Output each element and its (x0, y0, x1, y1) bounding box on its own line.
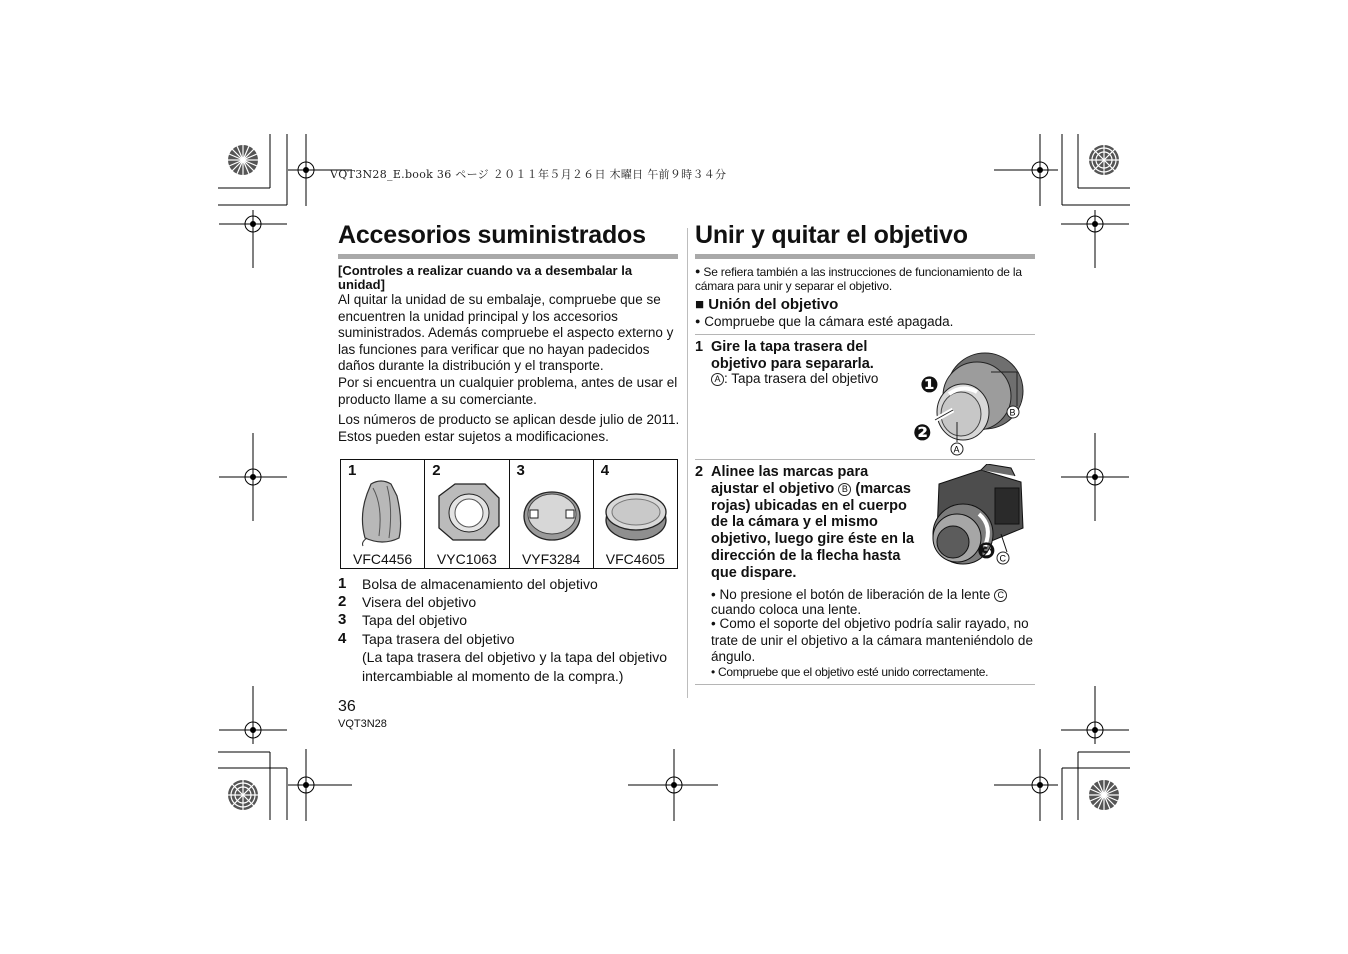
step1-text: Gire la tapa trasera del objetivo para separarla. (711, 339, 874, 372)
callout-letter: A (711, 373, 724, 386)
right-title: Unir y quitar el objetivo (695, 221, 968, 249)
accessory-number: 2 (432, 462, 441, 479)
legend-note: (La tapa trasera del objetivo y la tapa del objetivo intercambiable al momento de la compra.) (362, 649, 668, 684)
callout-3: ❸ (977, 539, 996, 564)
rear-cap-removal-illustration (905, 336, 1035, 460)
callout-letter: C (994, 589, 1007, 602)
bullet-dot-icon: ● (695, 316, 701, 326)
bullet-icon: • (711, 665, 715, 679)
camera-lens-mount-illustration (925, 464, 1035, 576)
note-item (711, 665, 1046, 679)
section-bullet-text: Compruebe que la cámara esté apagada. (704, 314, 954, 329)
note-text: No presione el botón de liberación de la lente (719, 587, 991, 602)
separator (695, 459, 1035, 460)
callout-1: ❶ (920, 373, 939, 398)
section-title: Unión del objetivo (708, 296, 839, 313)
legend-number: 2 (338, 593, 347, 610)
left-title-bar (338, 254, 678, 259)
legend-item (338, 630, 515, 648)
product-numbers-paragraph: Los números de producto se aplican desde julio de 2011. Estos pueden estar sujetos a modificaciones. (338, 412, 680, 444)
note-item (711, 616, 1036, 666)
step1-number: 1 (695, 339, 704, 355)
print-header: VQT3N28_E.book 36 ページ ２０１１年５月２６日 木曜日 午前９時３４分 (330, 168, 727, 181)
step2-text-b: (marcas rojas) ubicadas en el cuerpo de la cámara y el mismo objetivo, luego gire éste en la dirección de la flecha hasta que dispare. (711, 480, 915, 581)
legend-item (338, 575, 598, 593)
model-code: VQT3N28 (338, 718, 387, 730)
page-number: 36 (338, 698, 356, 715)
legend-text: Bolsa de almacenamiento del objetivo (362, 576, 598, 592)
legend-number: 1 (338, 575, 347, 592)
note-item (711, 587, 1036, 617)
accessory-number: 1 (348, 462, 357, 479)
step2-number: 2 (695, 464, 704, 480)
legend-text: Visera del objetivo (362, 594, 477, 610)
legend-text: Tapa trasera del objetivo (362, 631, 515, 647)
callout-2: ❷ (913, 421, 932, 446)
accessory-cell (341, 460, 425, 568)
section-bullet (695, 313, 1040, 331)
lens-cap-icon (510, 476, 594, 550)
accessories-table (340, 459, 678, 569)
accessory-code: VFC4456 (353, 551, 413, 567)
accessory-number: 3 (516, 462, 525, 479)
column-divider (687, 228, 688, 698)
step2-text-a: Alinee las marcas para ajustar el objetivo (711, 464, 869, 497)
legend-number: 3 (338, 611, 347, 628)
right-title-bar (695, 254, 1035, 259)
left-title: Accesorios suministrados (338, 221, 646, 249)
intro-bullet (695, 264, 1040, 293)
section-heading (695, 296, 838, 313)
intro-bullet-text: Se refiera también a las instrucciones de funcionamiento de la cámara para unir y separar el objetivo. (695, 265, 1022, 293)
accessory-cell (594, 460, 677, 568)
lens-hood-icon (425, 476, 509, 550)
step1-sublabel (711, 371, 878, 386)
callout-letter-a: A (953, 444, 960, 455)
callout-letter-c: C (999, 553, 1006, 564)
step2-text (711, 464, 916, 582)
section-marker-icon: ■ (695, 296, 705, 313)
note-text-end: cuando coloca una lente. (711, 602, 862, 617)
step1-sublabel-text: : Tapa trasera del objetivo (724, 371, 879, 386)
accessory-code: VFC4605 (605, 551, 665, 567)
accessory-code: VYF3284 (521, 551, 581, 567)
legend-number: 4 (338, 630, 347, 647)
lens-rear-cap-icon (594, 476, 678, 550)
bullet-icon: • (711, 616, 716, 631)
legend-item (338, 593, 476, 611)
accessory-code: VYC1063 (436, 551, 497, 567)
unpack-subheading: [Controles a realizar cuando va a desembalar la unidad] (338, 263, 633, 292)
legend-text: Tapa del objetivo (362, 612, 468, 628)
accessory-cell (510, 460, 594, 568)
legend-item (338, 611, 467, 629)
callout-letter: B (838, 483, 851, 496)
accessory-number: 4 (600, 462, 610, 479)
unpack-paragraph: Al quitar la unidad de su embalaje, compruebe que se encuentren la unidad principal y los accesorios suministrados. Además compruebe el aspecto externo y las funciones para verificar que no hayan padecidos daños durante la distribución y el transporte. (338, 292, 674, 374)
callout-letter-b: B (1009, 407, 1016, 418)
note-text: Compruebe que el objetivo esté unido correctamente. (717, 665, 989, 679)
separator (695, 334, 1035, 335)
dealer-paragraph: Por si encuentra un cualquier problema, antes de usar el producto llame a su comerciante. (338, 375, 678, 407)
accessory-cell (425, 460, 509, 568)
lens-pouch-icon (341, 476, 425, 550)
separator (695, 684, 1035, 685)
bullet-dot-icon: ● (695, 266, 701, 276)
bullet-icon: • (711, 587, 716, 602)
note-text: Como el soporte del objetivo podría salir rayado, no trate de unir el objetivo a la cámara manteniéndolo de ángulo. (711, 616, 1033, 664)
